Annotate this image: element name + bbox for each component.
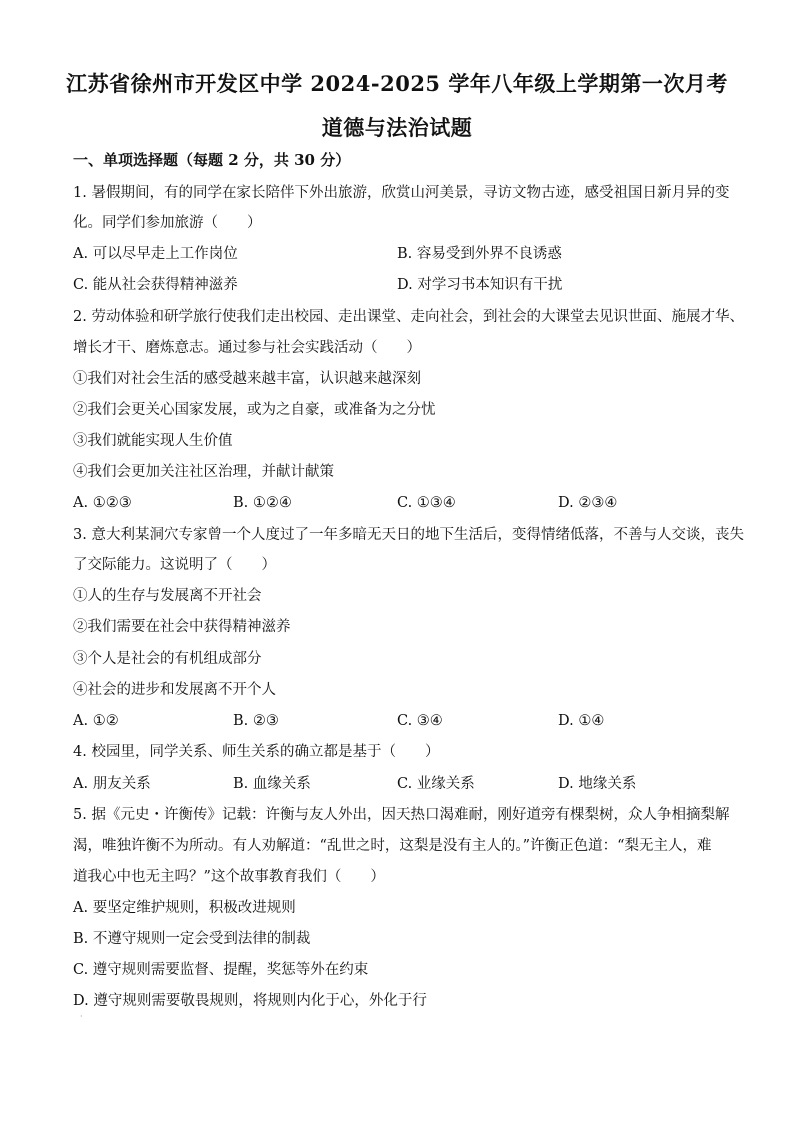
- question-3-option-c: C. ③④: [397, 713, 443, 729]
- question-3-option-b: B. ②③: [233, 713, 279, 729]
- question-1-stem-line1: 1. 暑假期间，有的同学在家长陪伴下外出旅游，欣赏山河美景，寻访文物古迹，感受祖国日新月异的变: [73, 185, 730, 201]
- question-4-option-a: A. 朋友关系: [73, 776, 151, 792]
- question-1-option-a: A. 可以尽早走上工作岗位: [73, 246, 238, 262]
- question-2-option-d: D. ②③④: [558, 495, 618, 511]
- question-2-statement-4: ④我们会更加关注社区治理，并献计献策: [73, 464, 334, 480]
- question-2-stem-line1: 2. 劳动体验和研学旅行使我们走出校园、走出课堂、走向社会，到社会的大课堂去见识世面、施展才华、: [73, 309, 744, 325]
- question-1-option-b: B. 容易受到外界不良诱惑: [397, 246, 562, 262]
- question-3-option-d: D. ①④: [558, 713, 605, 729]
- question-2-option-c: C. ①③④: [397, 495, 456, 511]
- question-3-statement-4: ④社会的进步和发展离不开个人: [73, 682, 276, 698]
- question-2-option-a: A. ①②③: [73, 495, 132, 511]
- question-1-option-d: D. 对学习书本知识有干扰: [397, 277, 563, 293]
- question-3-stem-line2: 了交际能力。这说明了（ ）: [73, 557, 276, 573]
- question-5-option-d: D. 遵守规则需要敬畏规则，将规则内化于心，外化于行: [73, 993, 427, 1009]
- question-2-statement-2: ②我们会更关心国家发展，或为之自豪，或准备为之分忧: [73, 402, 436, 418]
- question-5-option-b: B. 不遵守规则一定会受到法律的制裁: [73, 931, 311, 947]
- question-3-statement-2: ②我们需要在社会中获得精神滋养: [73, 619, 291, 635]
- question-4-option-b: B. 血缘关系: [233, 776, 311, 792]
- question-5-option-a: A. 要坚定维护规则，积极改进规则: [73, 900, 296, 916]
- question-4-option-c: C. 业缘关系: [397, 776, 475, 792]
- exam-title-line1: 江苏省徐州市开发区中学 2024-2025 学年八年级上学期第一次月考: [66, 71, 728, 96]
- question-1-stem-line2: 化。同学们参加旅游（ ）: [73, 215, 262, 231]
- question-2-stem-line2: 增长才干、磨炼意志。通过参与社会实践活动（ ）: [73, 340, 421, 356]
- question-2-statement-3: ③我们就能实现人生价值: [73, 433, 233, 449]
- stray-mark: ·: [80, 1012, 83, 1021]
- question-3-stem-line1: 3. 意大利某洞穴专家曾一个人度过了一年多暗无天日的地下生活后，变得情绪低落，不善与人交谈，丧失: [73, 527, 744, 543]
- question-5-stem-line2: 渴，唯独许衡不为所动。有人劝解道：“乱世之时，这梨是没有主人的。”许衡正色道：“梨无主人，难: [73, 838, 712, 854]
- question-5-stem-line1: 5. 据《元史・许衡传》记载：许衡与友人外出，因天热口渴难耐，刚好道旁有棵梨树，众人争相摘梨解: [73, 807, 730, 823]
- exam-title-line2: 道德与法治试题: [321, 115, 473, 140]
- question-5-stem-line3: 道我心中也无主吗？”这个故事教育我们（ ）: [73, 869, 385, 885]
- question-3-statement-1: ①人的生存与发展离不开社会: [73, 588, 262, 604]
- question-2-statement-1: ①我们对社会生活的感受越来越丰富，认识越来越深刻: [73, 371, 421, 387]
- question-4-stem: 4. 校园里，同学关系、师生关系的确立都是基于（ ）: [73, 744, 440, 760]
- question-3-statement-3: ③个人是社会的有机组成部分: [73, 651, 262, 667]
- section-heading: 一、单项选择题（每题 2 分，共 30 分）: [73, 151, 351, 169]
- question-4-option-d: D. 地缘关系: [558, 776, 637, 792]
- question-1-option-c: C. 能从社会获得精神滋养: [73, 277, 238, 293]
- question-5-option-c: C. 遵守规则需要监督、提醒，奖惩等外在约束: [73, 962, 369, 978]
- question-3-option-a: A. ①②: [73, 713, 119, 729]
- question-2-option-b: B. ①②④: [233, 495, 292, 511]
